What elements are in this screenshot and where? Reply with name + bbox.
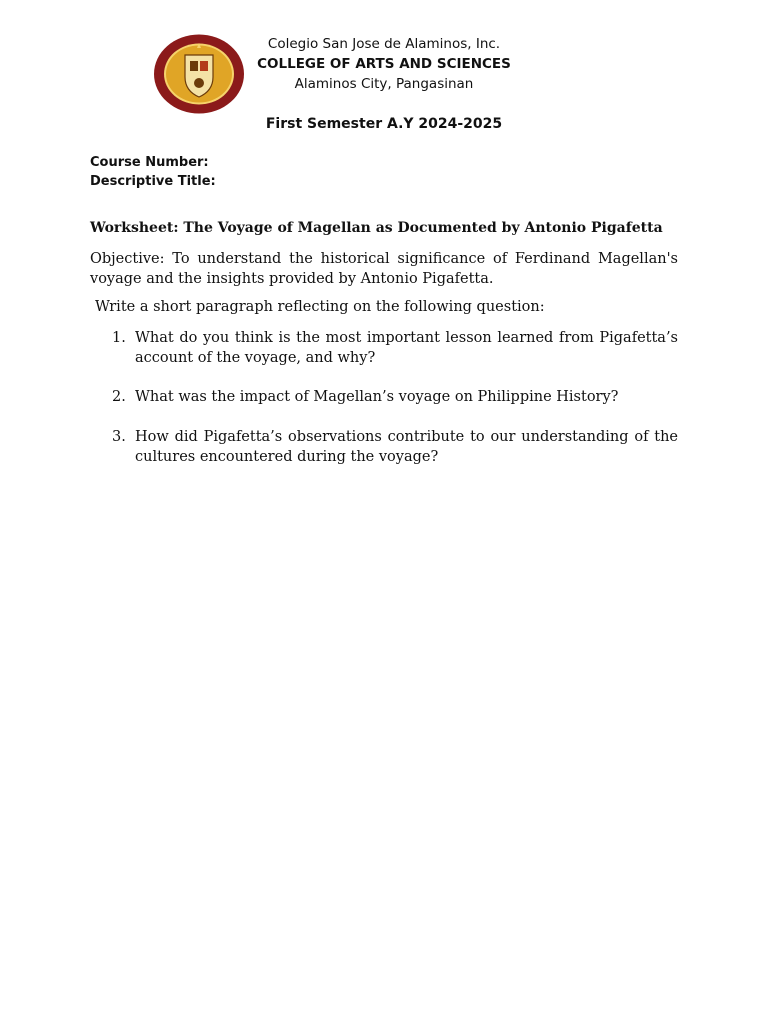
- course-number-label: Course Number:: [90, 155, 209, 170]
- school-location: Alaminos City, Pangasinan: [294, 76, 474, 92]
- semester-label: First Semester A.Y 2024-2025: [265, 116, 503, 132]
- question-number: 3.: [112, 429, 126, 445]
- question-text: What do you think is the most important lesson learned from Pigafetta’s account of the voyage, and why?: [135, 330, 678, 366]
- school-name: Colegio San Jose de Alaminos, Inc.: [267, 36, 501, 52]
- question-text: What was the impact of Magellan’s voyage on Philippine History?: [135, 389, 619, 405]
- worksheet-title: Worksheet: The Voyage of Magellan as Documented by Antonio Pigafetta: [90, 220, 663, 236]
- question-number: 2.: [112, 389, 126, 405]
- question-item: [112, 427, 678, 467]
- question-item: [112, 328, 678, 368]
- descriptive-title-label: Descriptive Title:: [90, 174, 216, 189]
- instruction-text: Write a short paragraph reflecting on the following question:: [95, 299, 545, 315]
- objective-text: Objective: To understand the historical significance of Ferdinand Magellan's voyage and the insights provided by Antonio Pigafetta.: [90, 251, 678, 287]
- college-name: COLLEGE OF ARTS AND SCIENCES: [257, 56, 511, 72]
- question-text: How did Pigafetta’s observations contribute to our understanding of the cultures encountered during the voyage?: [135, 429, 678, 465]
- question-item: [112, 387, 678, 407]
- question-number: 1.: [112, 330, 126, 346]
